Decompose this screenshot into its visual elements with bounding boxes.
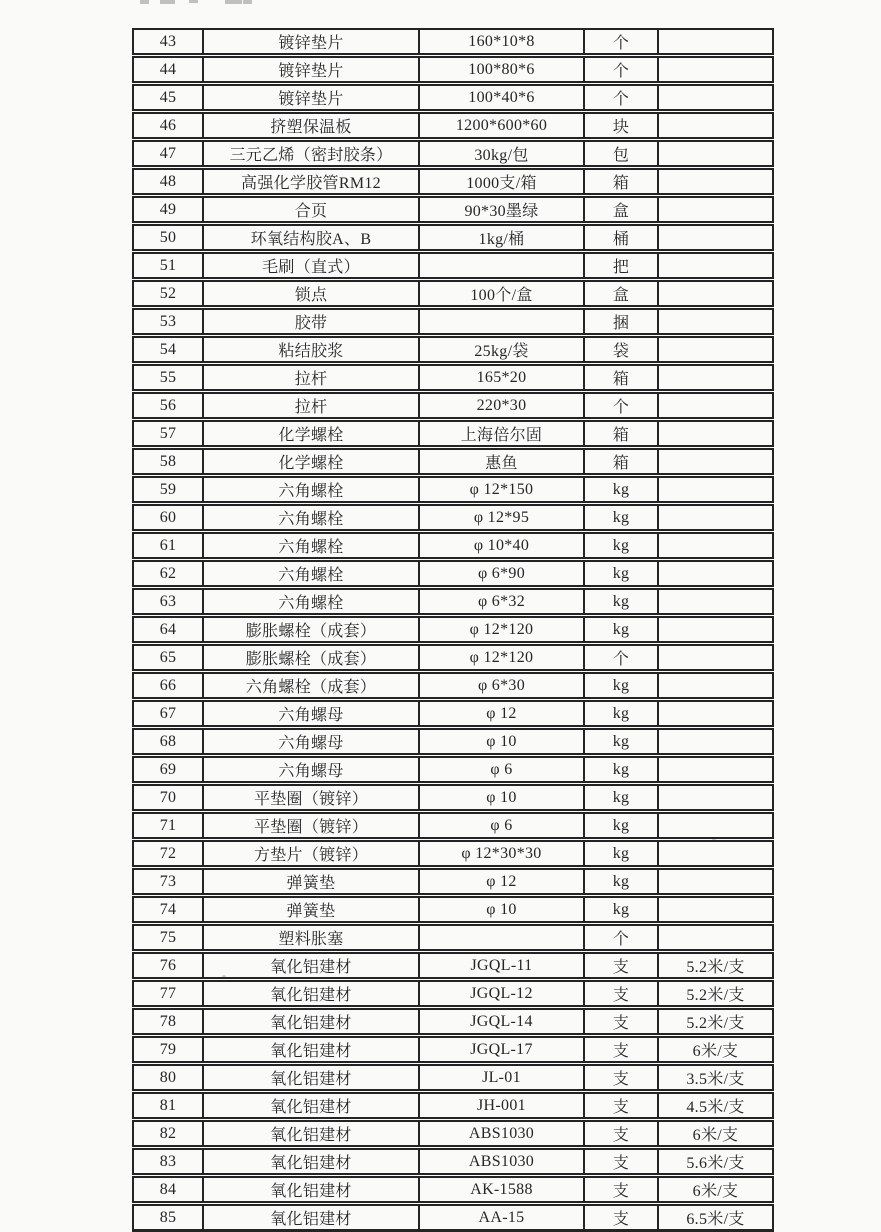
cell-spec: 1200*600*60 [419,112,584,140]
table-row [133,308,773,336]
cell-remark: 4.5米/支 [658,1092,773,1120]
cell-spec: JL-01 [419,1064,584,1092]
cell-name: 胶带 [203,308,419,336]
table-row [133,672,773,700]
cell-name: 六角螺栓 [203,532,419,560]
table-row [133,392,773,420]
table-row [133,420,773,448]
cell-remark [658,392,773,420]
cell-name: 氧化铝建材 [203,980,419,1008]
cell-unit: kg [584,812,658,840]
cell-spec: φ 12 [419,700,584,728]
cell-spec: φ 10 [419,728,584,756]
cell-name: 拉杆 [203,364,419,392]
cell-unit: 个 [584,56,658,84]
cell-unit: 捆 [584,308,658,336]
cell-remark [658,672,773,700]
cell-remark: 3.5米/支 [658,1064,773,1092]
cell-remark [658,56,773,84]
table-row [133,364,773,392]
cell-remark [658,252,773,280]
cell-no: 55 [133,364,203,392]
cell-unit: 块 [584,112,658,140]
cell-name: 锁点 [203,280,419,308]
cell-remark [658,616,773,644]
cell-remark [658,448,773,476]
cell-name: 平垫圈（镀锌） [203,812,419,840]
cell-unit: 支 [584,1204,658,1231]
cell-spec: 25kg/袋 [419,336,584,364]
cell-unit: 个 [584,644,658,672]
cell-spec: φ 6*32 [419,588,584,616]
cell-no: 59 [133,476,203,504]
table-row [133,336,773,364]
cell-name: 膨胀螺栓（成套） [203,644,419,672]
cell-remark [658,196,773,224]
scan-artifact-fragment [189,0,198,3]
cell-no: 72 [133,840,203,868]
cell-no: 61 [133,532,203,560]
table-row [133,140,773,168]
cell-name: 化学螺栓 [203,448,419,476]
cell-unit: 支 [584,1120,658,1148]
cell-name: 弹簧垫 [203,868,419,896]
cell-name: 氧化铝建材 [203,1036,419,1064]
cell-no: 46 [133,112,203,140]
cell-unit: 箱 [584,420,658,448]
cell-no: 67 [133,700,203,728]
cell-remark [658,308,773,336]
cell-remark: 5.2米/支 [658,980,773,1008]
table-row [133,952,773,980]
cell-remark [658,812,773,840]
table-row [133,1092,773,1120]
cell-no: 66 [133,672,203,700]
cell-unit: kg [584,784,658,812]
cell-spec: 上海倍尔固 [419,420,584,448]
cell-remark [658,84,773,112]
cell-spec: 100个/盒 [419,280,584,308]
cell-unit: kg [584,700,658,728]
cell-remark [658,280,773,308]
cell-no: 57 [133,420,203,448]
cell-remark [658,168,773,196]
cell-remark [658,868,773,896]
cell-remark [658,504,773,532]
inventory-table [132,28,774,1232]
cell-no: 75 [133,924,203,952]
cell-remark: 5.2米/支 [658,952,773,980]
cell-name: 六角螺栓 [203,504,419,532]
cell-no: 54 [133,336,203,364]
cell-spec: φ 6 [419,812,584,840]
cell-no: 78 [133,1008,203,1036]
cell-unit: 盒 [584,280,658,308]
cell-name: 粘结胶浆 [203,336,419,364]
cell-remark [658,924,773,952]
cell-name: 方垫片（镀锌） [203,840,419,868]
cell-remark [658,532,773,560]
cell-remark [658,112,773,140]
cell-name: 六角螺母 [203,700,419,728]
cell-no: 45 [133,84,203,112]
cell-remark [658,840,773,868]
table-row [133,1204,773,1231]
table-row [133,504,773,532]
cell-unit: 袋 [584,336,658,364]
cell-name: 氧化铝建材 [203,1064,419,1092]
cell-unit: 桶 [584,224,658,252]
cell-no: 80 [133,1064,203,1092]
cell-spec: 220*30 [419,392,584,420]
cell-unit: 箱 [584,448,658,476]
cell-spec: φ 10 [419,896,584,924]
cell-unit: kg [584,840,658,868]
scan-artifact-fragment [160,0,175,4]
table-row [133,728,773,756]
cell-spec: 100*40*6 [419,84,584,112]
table-row [133,476,773,504]
cell-name: 氧化铝建材 [203,1204,419,1231]
scan-artifact-fragment [225,0,242,4]
cell-name: 氧化铝建材 [203,1008,419,1036]
cell-no: 44 [133,56,203,84]
cell-name: 合页 [203,196,419,224]
cell-spec: φ 12*150 [419,476,584,504]
cell-no: 47 [133,140,203,168]
cell-remark: 6.5米/支 [658,1204,773,1231]
cell-no: 53 [133,308,203,336]
cell-no: 51 [133,252,203,280]
table-row [133,252,773,280]
cell-no: 84 [133,1176,203,1204]
cell-remark [658,896,773,924]
cell-unit: 个 [584,392,658,420]
cell-no: 62 [133,560,203,588]
cell-name: 镀锌垫片 [203,56,419,84]
cell-spec: JH-001 [419,1092,584,1120]
cell-unit: 支 [584,1176,658,1204]
cell-no: 58 [133,448,203,476]
cell-unit: 支 [584,952,658,980]
cell-name: 化学螺栓 [203,420,419,448]
table-row [133,560,773,588]
table-row [133,840,773,868]
cell-remark: 6米/支 [658,1036,773,1064]
cell-name: 环氧结构胶A、B [203,224,419,252]
cell-remark [658,700,773,728]
cell-spec: φ 12*120 [419,616,584,644]
table-row [133,1064,773,1092]
cell-unit: kg [584,672,658,700]
cell-spec: ABS1030 [419,1148,584,1176]
cell-spec: 惠鱼 [419,448,584,476]
cell-unit: 支 [584,1092,658,1120]
cell-no: 79 [133,1036,203,1064]
table-row [133,532,773,560]
scan-artifact-fragment [243,0,252,4]
cell-spec: 165*20 [419,364,584,392]
table-row [133,868,773,896]
scan-artifact-fragment [140,0,149,4]
cell-spec [419,924,584,952]
table-row [133,196,773,224]
cell-no: 52 [133,280,203,308]
cell-name: 六角螺栓 [203,476,419,504]
cell-spec: φ 12 [419,868,584,896]
cell-remark [658,588,773,616]
cell-spec: 1000支/箱 [419,168,584,196]
cell-unit: kg [584,616,658,644]
cell-name: 弹簧垫 [203,896,419,924]
cell-unit: kg [584,504,658,532]
cell-remark: 6米/支 [658,1120,773,1148]
cell-name: 膨胀螺栓（成套） [203,616,419,644]
cell-spec: φ 12*95 [419,504,584,532]
cell-name: 挤塑保温板 [203,112,419,140]
cell-no: 63 [133,588,203,616]
cell-no: 74 [133,896,203,924]
cell-remark [658,560,773,588]
cell-name: 氧化铝建材 [203,1176,419,1204]
cell-spec: φ 6*30 [419,672,584,700]
cell-spec [419,252,584,280]
cell-no: 71 [133,812,203,840]
cell-unit: 个 [584,924,658,952]
cell-remark [658,224,773,252]
table-row [133,700,773,728]
cell-no: 48 [133,168,203,196]
cell-name: 塑料胀塞 [203,924,419,952]
cell-no: 64 [133,616,203,644]
table-row [133,756,773,784]
cell-spec: 1kg/桶 [419,224,584,252]
table-row [133,112,773,140]
cell-unit: 支 [584,1148,658,1176]
cell-spec: AK-1588 [419,1176,584,1204]
table-row [133,168,773,196]
cell-unit: kg [584,756,658,784]
cell-remark [658,336,773,364]
cell-spec: 160*10*8 [419,29,584,56]
cell-unit: 支 [584,1036,658,1064]
table-row [133,448,773,476]
cell-spec: 90*30墨绿 [419,196,584,224]
cell-unit: 个 [584,84,658,112]
cell-name: 镀锌垫片 [203,84,419,112]
cell-name: 氧化铝建材 [203,1120,419,1148]
cell-spec: ABS1030 [419,1120,584,1148]
cell-name: 六角螺母 [203,756,419,784]
cell-no: 70 [133,784,203,812]
table-row [133,784,773,812]
table-row [133,1148,773,1176]
table-row [133,924,773,952]
cell-remark [658,756,773,784]
table-row [133,1036,773,1064]
cell-spec: 30kg/包 [419,140,584,168]
cell-name: 镀锌垫片 [203,29,419,56]
cell-no: 56 [133,392,203,420]
cell-name: 拉杆 [203,392,419,420]
cell-no: 65 [133,644,203,672]
cell-spec: AA-15 [419,1204,584,1231]
cell-remark [658,140,773,168]
cell-remark: 5.6米/支 [658,1148,773,1176]
cell-name: 氧化铝建材 [203,952,419,980]
cell-remark [658,420,773,448]
cell-unit: 盒 [584,196,658,224]
cell-name: 平垫圈（镀锌） [203,784,419,812]
cell-remark: 6米/支 [658,1176,773,1204]
table-row [133,29,773,56]
cell-unit: 个 [584,29,658,56]
cell-no: 82 [133,1120,203,1148]
cell-name: 氧化铝建材 [203,1092,419,1120]
cell-unit: 支 [584,1008,658,1036]
table-row [133,1008,773,1036]
cell-remark [658,476,773,504]
cell-remark [658,29,773,56]
table-row [133,1176,773,1204]
cell-spec: JGQL-12 [419,980,584,1008]
cell-remark [658,644,773,672]
cell-unit: 把 [584,252,658,280]
table-row [133,224,773,252]
cell-unit: kg [584,868,658,896]
cell-name: 六角螺栓（成套） [203,672,419,700]
table-row [133,280,773,308]
cell-spec: 100*80*6 [419,56,584,84]
cell-no: 85 [133,1204,203,1231]
cell-remark [658,364,773,392]
cell-name: 高强化学胶管RM12 [203,168,419,196]
cell-unit: kg [584,896,658,924]
cell-no: 77 [133,980,203,1008]
cell-no: 68 [133,728,203,756]
cell-spec [419,308,584,336]
cell-no: 60 [133,504,203,532]
cell-no: 81 [133,1092,203,1120]
cell-no: 83 [133,1148,203,1176]
table-row [133,616,773,644]
cell-remark: 5.2米/支 [658,1008,773,1036]
cell-unit: 箱 [584,168,658,196]
cell-unit: kg [584,532,658,560]
cell-spec: φ 10*40 [419,532,584,560]
cell-unit: 支 [584,1064,658,1092]
cell-unit: 支 [584,980,658,1008]
table-row [133,980,773,1008]
cell-remark [658,728,773,756]
cell-spec: JGQL-14 [419,1008,584,1036]
cell-no: 73 [133,868,203,896]
cell-name: 六角螺栓 [203,588,419,616]
cell-spec: φ 10 [419,784,584,812]
table-row [133,896,773,924]
cell-spec: φ 6 [419,756,584,784]
cell-no: 76 [133,952,203,980]
table-row [133,588,773,616]
cell-name: 六角螺栓 [203,560,419,588]
table-row [133,1120,773,1148]
cell-name: 六角螺母 [203,728,419,756]
cell-spec: JGQL-17 [419,1036,584,1064]
table-row [133,644,773,672]
cell-name: 毛刷（直式） [203,252,419,280]
cell-spec: φ 12*30*30 [419,840,584,868]
cell-spec: φ 12*120 [419,644,584,672]
cell-spec: JGQL-11 [419,952,584,980]
cell-unit: kg [584,588,658,616]
cell-unit: kg [584,728,658,756]
cell-remark [658,784,773,812]
cell-name: 氧化铝建材 [203,1148,419,1176]
cell-unit: 包 [584,140,658,168]
cell-no: 49 [133,196,203,224]
table-row [133,56,773,84]
cell-unit: kg [584,476,658,504]
table-row [133,812,773,840]
cell-no: 50 [133,224,203,252]
cell-no: 43 [133,29,203,56]
cell-no: 69 [133,756,203,784]
cell-spec: φ 6*90 [419,560,584,588]
cell-unit: 箱 [584,364,658,392]
table-row [133,84,773,112]
cell-name: 三元乙烯（密封胶条） [203,140,419,168]
inventory-table-body [133,29,773,1231]
cell-unit: kg [584,560,658,588]
